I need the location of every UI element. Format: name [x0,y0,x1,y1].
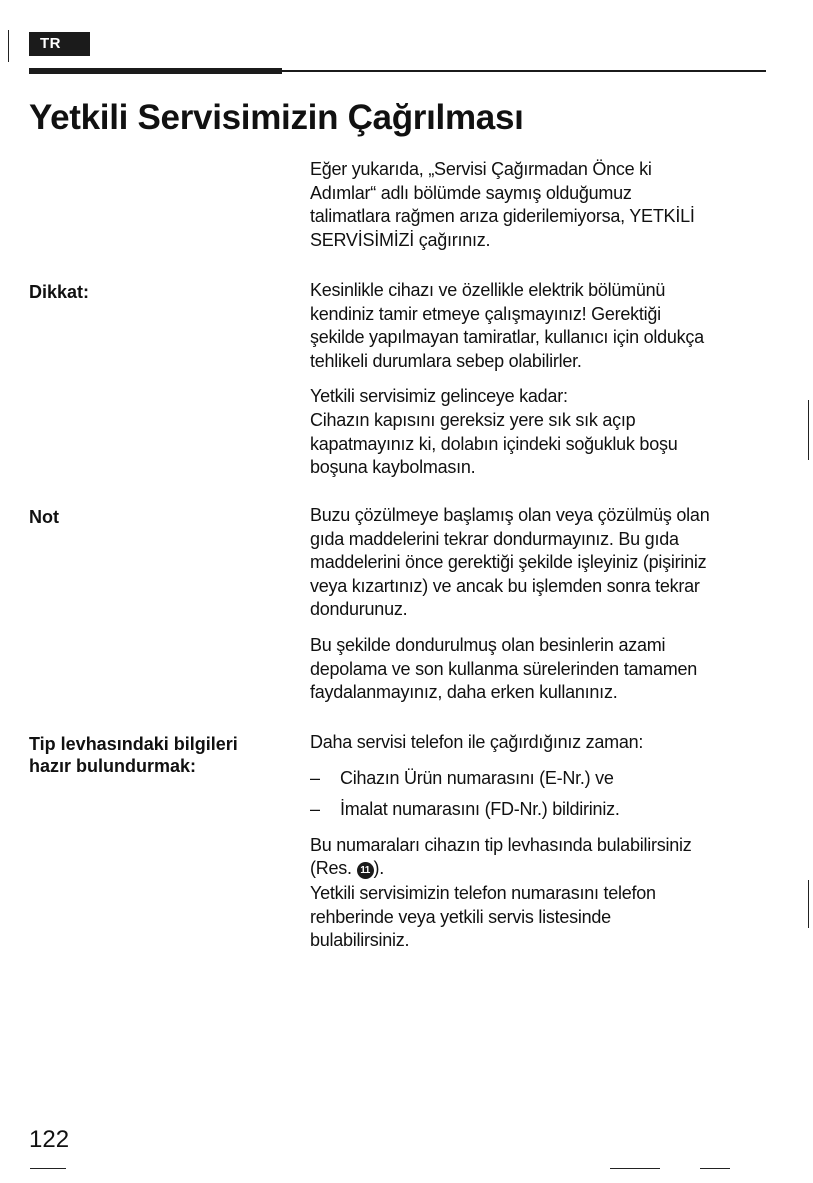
tip-paragraph-2 [310,882,775,953]
scan-edge-mark [8,30,9,62]
dash-bullet: – [310,767,320,788]
list-item-text: Cihazın Ürün numarasını (E-Nr.) ve [340,767,614,788]
list-item-text: İmalat numarasını (FD-Nr.) bildiriniz. [340,799,620,820]
intro-paragraph [310,158,775,252]
text-line: kapatmayınız ki, dolabın içindeki soğukluk boşu [310,433,678,454]
not-paragraph-2 [310,634,775,705]
figure-ref-suffix: ). [373,858,385,879]
text-line: Adımlar“ adlı bölümde saymış olduğumuz [310,182,632,203]
text-line: talimatlara rağmen arıza giderilemiyorsa, YETKİLİ [310,206,695,227]
text-line: Eğer yukarıda, „Servisi Çağırmadan Önce ki [310,159,652,179]
text-line: Kesinlikle cihazı ve özellikle elektrik bölümünü [310,280,666,300]
text-line: depolama ve son kullanma sürelerinden tamamen [310,658,697,679]
text-line: boşuna kaybolmasın. [310,457,476,478]
tip-list-item [310,798,775,822]
text-line: dondurunuz. [310,599,408,620]
text-line: faydalanmayınız, daha erken kullanınız. [310,682,618,703]
text-line: Bu şekilde dondurulmuş olan besinlerin azami [310,634,666,655]
header-rule-thin [282,70,766,72]
dikkat-paragraph-1 [310,279,775,373]
text-line: gıda maddelerini tekrar dondurmayınız. Bu gıda [310,528,679,549]
scan-edge-mark [30,1168,66,1169]
scan-edge-mark [808,400,809,460]
scan-edge-mark [700,1168,730,1169]
text-line [310,857,775,881]
text-line: Yetkili servisimiz gelinceye kadar: [310,386,568,407]
dikkat-paragraph-2 [310,385,775,479]
text-line: maddelerini önce gerektiği şekilde işleyiniz (pişiriniz [310,552,707,573]
text-line: Cihazın kapısını gereksiz yere sık sık açıp [310,409,636,430]
text-line: Yetkili servisimizin telefon numarasını telefon [310,882,656,903]
text-line: şekilde yapılmayan tamiratlar, kullanıcı için oldukça [310,327,704,348]
dash-bullet: – [310,799,320,820]
figure-number-icon: 11 [357,862,374,879]
dikkat-label [29,281,289,303]
figure-ref-prefix: (Res. [310,858,352,879]
intro-section [310,158,775,252]
not-paragraph-1 [310,504,775,622]
text-line: Buzu çözülmeye başlamış olan veya çözülmüş olan [310,505,710,525]
text-line: tehlikeli durumlara sebep olabilirler. [310,350,582,371]
tip-section [310,731,775,953]
scan-edge-mark [610,1168,660,1169]
text-line: bulabilirsiniz. [310,930,410,951]
text-line: SERVİSİMİZİ çağırınız. [310,229,491,250]
not-label [29,506,289,528]
text-line: Daha servisi telefon ile çağırdığınız zaman: [310,732,644,752]
label-line: Not [29,507,59,527]
tip-paragraph-1 [310,834,775,881]
text-line: veya kızartınız) ve ancak bu işlemden sonra tekrar [310,575,700,596]
label-line: Tip levhasındaki bilgileri [29,734,238,754]
text-line: Bu numaraları cihazın tip levhasında bulabilirsiniz [310,834,692,855]
text-line: rehberinde veya yetkili servis listesinde [310,906,611,927]
label-line: Dikkat: [29,282,90,302]
text-line: kendiniz tamir etmeye çalışmayınız! Gerektiği [310,303,661,324]
tip-label [29,733,289,777]
tip-lead [310,731,775,755]
label-line: hazır bulundurmak: [29,756,197,776]
dikkat-section [310,279,775,480]
page-title: Yetkili Servisimizin Çağrılması [29,98,524,137]
header-rule-thick [29,68,282,74]
scan-edge-mark [808,880,809,928]
page-number: 122 [29,1126,70,1153]
tip-list-item [310,767,775,791]
language-badge: TR [29,32,90,56]
not-section [310,504,775,705]
